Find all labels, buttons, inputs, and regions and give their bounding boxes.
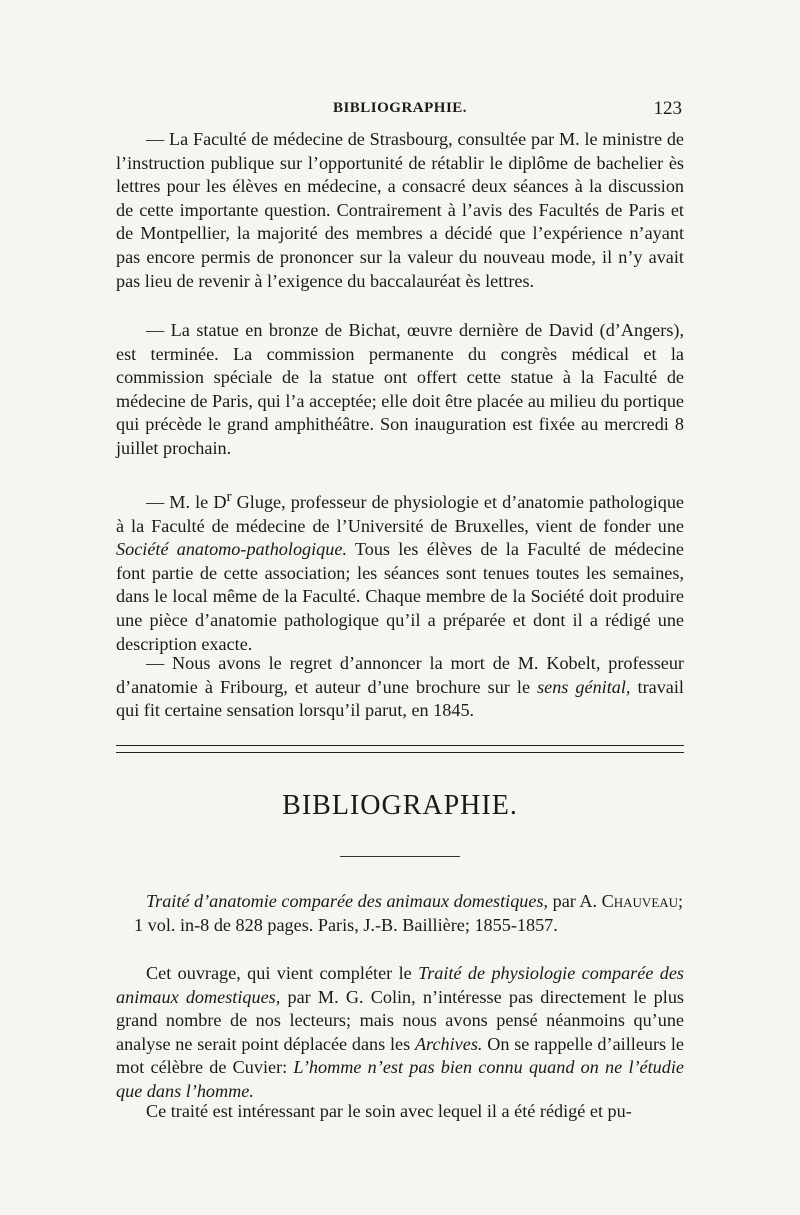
italic-run: L’homme n’est pas bien connu quand on ne l’étudie que dans l’homme. — [116, 1057, 684, 1101]
page-number: 123 — [653, 98, 682, 119]
italic-run: Archives. — [414, 1033, 483, 1054]
paragraph-text: — La statue en bronze de Bichat, œuvre dernière de David (d’Angers), est terminée. La commission permanente du congrès médical et la commission spéciale de la statue ont offert cette statue à la Faculté de médecine de Paris, qui l’a acceptée; elle doit être placée au milieu du portique qui précède le grand amphithéâtre. Son inauguration est fixée au mercredi 8 juillet prochain. — [116, 320, 684, 458]
superscript: r — [226, 488, 232, 505]
review-paragraph-2 — [116, 1100, 684, 1124]
running-header-title: BIBLIOGRAPHIE. — [332, 100, 468, 116]
short-rule-divider — [340, 856, 460, 857]
news-item-strasbourg — [116, 128, 684, 293]
paragraph-text: — La Faculté de médecine de Strasbourg, consultée par M. le ministre de l’instruction publique sur l’opportunité de rétablir le diplôme de bachelier ès lettres pour les élèves en médecine, a consacré deux séances à la discussion de cette importante question. Contrairement à l’avis des Facultés de Paris et de Montpellier, la majorité des membres a décidé que l’expérience n’ayant pas encore permis de prononcer sur la valeur du nouveau mode, il n’y avait pas lieu de revenir à l’exigence du baccalauréat ès lettres. — [116, 129, 684, 291]
book-reference-text — [116, 890, 684, 937]
news-item-kobelt-death — [116, 652, 684, 723]
book-author: Chauveau — [601, 891, 679, 911]
text-run: par M. G. Colin, n’intéresse pas directement le plus grand nombre de nos lecteurs; mais nous avons pensé néanmoins qu’une analyse ne serait point déplacée dans les — [116, 986, 684, 1054]
news-item-gluge-society — [116, 485, 684, 656]
book-reference — [116, 890, 684, 937]
book-details: 1 vol. in-8 de 828 pages. Paris, J.-B. Baillière; 1855-1857. — [134, 914, 558, 935]
section-title: BIBLIOGRAPHIE. — [282, 790, 518, 821]
text-run: — Nous avons le regret d’annoncer la mort de M. Kobelt, professeur d’anatomie à Fribourg, et auteur d’une brochure sur le — [116, 653, 684, 697]
double-rule-divider — [116, 745, 684, 753]
paragraph-text — [116, 652, 684, 723]
text-run: travail qui fit certaine sensation lorsqu’il parut, en 1845. — [116, 676, 684, 721]
text-run: Gluge, professeur de physiologie et d’anatomie pathologique à la Faculté de médecine de l’Université de Bruxelles, vient de fonder une — [116, 492, 684, 536]
text-run: — M. le D — [146, 492, 227, 513]
running-header — [116, 100, 684, 124]
text-run: Cet ouvrage, qui vient compléter le — [146, 963, 419, 983]
italic-run: Traité de physiologie comparée des animaux domestiques, — [116, 963, 685, 1007]
paragraph-text: Ce traité est intéressant par le soin avec lequel il a été rédigé et pu- — [146, 1101, 632, 1121]
text-run: Tous les élèves de la Faculté de médecine font partie de cette association; les séances sont tenues toutes les semaines, dans le local même de la Faculté. Chaque membre de la Société doit produire une pièce d’anatomie pathologique qu’il a préparée et dont il a rédigé une description exacte. — [116, 539, 684, 654]
text-run: ; — [678, 891, 684, 911]
paragraph-text — [116, 485, 684, 656]
book-title: Traité d’anatomie comparée des animaux domestiques, — [146, 891, 549, 911]
paragraph-text — [116, 962, 684, 1104]
text-run: par A. — [548, 891, 602, 911]
italic-run: sens génital, — [537, 676, 631, 697]
italic-run: Société anatomo-pathologique. — [116, 539, 347, 560]
review-paragraph-1 — [116, 962, 684, 1104]
news-item-bichat-statue — [116, 319, 684, 461]
text-run: On se rappelle d’ailleurs le mot célèbre de Cuvier: — [116, 1033, 684, 1078]
